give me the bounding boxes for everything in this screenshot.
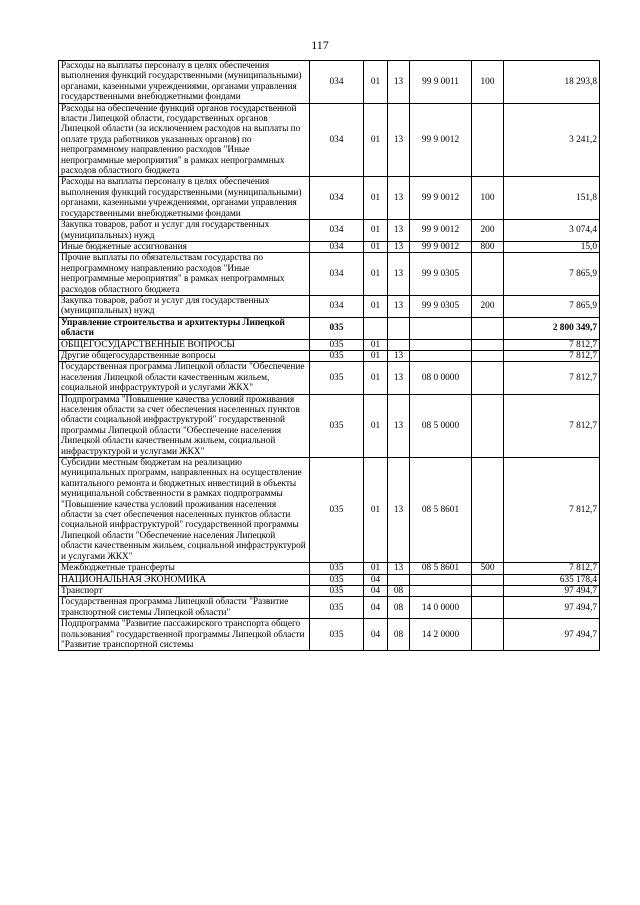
row-name: Расходы на выплаты персоналу в целях обеспечения выполнения функций государственными (муниципальными) органами, казенными учреждениями, органами управления государственными внебюджетными фондами — [59, 177, 310, 220]
row-expense-type — [472, 103, 504, 177]
row-ministry-code: 035 — [310, 317, 364, 339]
row-section: 04 — [364, 619, 388, 651]
row-target-article: 99 9 0305 — [410, 253, 472, 296]
row-sum: 97 494,7 — [504, 619, 600, 651]
row-name: Субсидии местным бюджетам на реализацию муниципальных программ, направленных на осуществление капитального ремонта и бюджетных инвестиций в объекты муниципальной собственности в рамках подпрограммы "Повышение качества условий проживания населения области за счет обеспечения населенных пунктов области социальной инфраструктурой" государственной программы Липецкой области "Обеспечение населения Липецкой области качественным жильем, социальной инфраструктурой и услугами ЖКХ" — [59, 458, 310, 563]
row-subsection: 13 — [388, 103, 410, 177]
table-row — [59, 362, 600, 394]
row-section: 01 — [364, 394, 388, 457]
row-name: Транспорт — [59, 585, 310, 596]
row-sum: 7 812,7 — [504, 458, 600, 563]
row-subsection: 13 — [388, 220, 410, 242]
row-sum: 151,8 — [504, 177, 600, 220]
row-sum: 7 812,7 — [504, 394, 600, 457]
row-sum: 7 865,9 — [504, 253, 600, 296]
row-expense-type — [472, 362, 504, 394]
row-expense-type — [472, 597, 504, 619]
row-subsection — [388, 574, 410, 585]
row-sum: 2 800 349,7 — [504, 317, 600, 339]
table-row — [59, 61, 600, 104]
table-row — [59, 394, 600, 457]
row-target-article — [410, 317, 472, 339]
row-ministry-code: 034 — [310, 61, 364, 104]
row-ministry-code: 035 — [310, 339, 364, 350]
row-target-article: 99 9 0012 — [410, 103, 472, 177]
row-name: Межбюджетные трансферты — [59, 563, 310, 574]
table-row — [59, 339, 600, 350]
row-section — [364, 317, 388, 339]
row-expense-type — [472, 574, 504, 585]
row-expense-type — [472, 317, 504, 339]
row-ministry-code: 035 — [310, 563, 364, 574]
page-number: 117 — [311, 38, 329, 52]
table-row — [59, 253, 600, 296]
row-expense-type: 800 — [472, 241, 504, 252]
row-expense-type: 200 — [472, 295, 504, 317]
row-section: 01 — [364, 103, 388, 177]
row-target-article — [410, 339, 472, 350]
row-expense-type — [472, 339, 504, 350]
row-name: Закупка товаров, работ и услуг для государственных (муниципальных) нужд — [59, 295, 310, 317]
budget-table — [58, 60, 600, 651]
table-row — [59, 295, 600, 317]
row-ministry-code: 035 — [310, 574, 364, 585]
row-section: 01 — [364, 253, 388, 296]
row-name: ОБЩЕГОСУДАРСТВЕННЫЕ ВОПРОСЫ — [59, 339, 310, 350]
table-row — [59, 458, 600, 563]
row-subsection: 08 — [388, 597, 410, 619]
row-target-article: 99 9 0305 — [410, 295, 472, 317]
row-sum: 3 074,4 — [504, 220, 600, 242]
row-sum: 7 812,7 — [504, 362, 600, 394]
table-row — [59, 585, 600, 596]
row-section: 01 — [364, 339, 388, 350]
table-row — [59, 597, 600, 619]
row-expense-type — [472, 350, 504, 361]
row-expense-type: 500 — [472, 563, 504, 574]
row-name: Подпрограмма "Развитие пассажирского транспорта общего пользования" государственной программы Липецкой области "Развитие транспортной системы — [59, 619, 310, 651]
row-section: 01 — [364, 241, 388, 252]
row-expense-type: 100 — [472, 61, 504, 104]
row-section: 04 — [364, 585, 388, 596]
row-section: 01 — [364, 220, 388, 242]
row-sum: 3 241,2 — [504, 103, 600, 177]
row-sum: 7 812,7 — [504, 339, 600, 350]
row-sum: 97 494,7 — [504, 585, 600, 596]
row-expense-type: 100 — [472, 177, 504, 220]
row-sum: 7 865,9 — [504, 295, 600, 317]
row-ministry-code: 035 — [310, 362, 364, 394]
row-target-article: 08 5 8601 — [410, 563, 472, 574]
row-expense-type — [472, 458, 504, 563]
table-row — [59, 574, 600, 585]
row-section: 01 — [364, 563, 388, 574]
row-subsection: 13 — [388, 458, 410, 563]
row-subsection: 13 — [388, 295, 410, 317]
row-section: 01 — [364, 458, 388, 563]
row-target-article: 99 9 0012 — [410, 220, 472, 242]
row-target-article: 99 9 0012 — [410, 241, 472, 252]
row-ministry-code: 034 — [310, 103, 364, 177]
row-ministry-code: 035 — [310, 394, 364, 457]
row-name: Закупка товаров, работ и услуг для государственных (муниципальных) нужд — [59, 220, 310, 242]
row-section: 01 — [364, 350, 388, 361]
row-target-article: 08 5 8601 — [410, 458, 472, 563]
table-row — [59, 563, 600, 574]
row-name: Государственная программа Липецкой области "Развитие транспортной системы Липецкой области" — [59, 597, 310, 619]
row-expense-type — [472, 394, 504, 457]
row-target-article — [410, 574, 472, 585]
row-ministry-code: 035 — [310, 597, 364, 619]
row-sum: 7 812,7 — [504, 563, 600, 574]
row-name: Подпрограмма "Повышение качества условий проживания населения области за счет обеспечения населенных пунктов области социальной инфраструктурой" государственной программы Липецкой области "Обеспечение населения Липецкой области качественным жильем, социальной инфраструктурой и услугами ЖКХ" — [59, 394, 310, 457]
table-row — [59, 177, 600, 220]
row-subsection: 08 — [388, 619, 410, 651]
row-section: 04 — [364, 574, 388, 585]
row-ministry-code: 035 — [310, 458, 364, 563]
row-subsection: 13 — [388, 362, 410, 394]
row-section: 04 — [364, 597, 388, 619]
row-section: 01 — [364, 295, 388, 317]
row-name: Другие общегосударственные вопросы — [59, 350, 310, 361]
row-subsection: 13 — [388, 61, 410, 104]
row-subsection — [388, 339, 410, 350]
row-target-article: 99 9 0011 — [410, 61, 472, 104]
table-row — [59, 241, 600, 252]
budget-table-body — [59, 61, 600, 651]
row-ministry-code: 034 — [310, 295, 364, 317]
table-row — [59, 350, 600, 361]
row-ministry-code: 034 — [310, 220, 364, 242]
row-name: Иные бюджетные ассигнования — [59, 241, 310, 252]
row-name: Прочие выплаты по обязательствам государства по непрограммному направлению расходов "Иные непрограммные мероприятия" в рамках непрограммных расходов областного бюджета — [59, 253, 310, 296]
row-name: НАЦИОНАЛЬНАЯ ЭКОНОМИКА — [59, 574, 310, 585]
row-subsection: 13 — [388, 241, 410, 252]
row-subsection — [388, 317, 410, 339]
row-subsection: 13 — [388, 350, 410, 361]
table-row — [59, 317, 600, 339]
table-row — [59, 619, 600, 651]
table-row — [59, 220, 600, 242]
row-ministry-code: 034 — [310, 253, 364, 296]
row-section: 01 — [364, 61, 388, 104]
row-target-article: 08 5 0000 — [410, 394, 472, 457]
row-sum: 15,0 — [504, 241, 600, 252]
row-target-article: 99 9 0012 — [410, 177, 472, 220]
row-ministry-code: 034 — [310, 177, 364, 220]
row-expense-type — [472, 253, 504, 296]
row-name: Государственная программа Липецкой области "Обеспечение населения Липецкой области качественным жильем, социальной инфраструктурой и услугами ЖКХ" — [59, 362, 310, 394]
row-expense-type — [472, 619, 504, 651]
row-section: 01 — [364, 177, 388, 220]
row-ministry-code: 035 — [310, 585, 364, 596]
row-subsection: 08 — [388, 585, 410, 596]
row-sum: 18 293,8 — [504, 61, 600, 104]
row-sum: 7 812,7 — [504, 350, 600, 361]
table-row — [59, 103, 600, 177]
row-name: Расходы на обеспечение функций органов государственной власти Липецкой области, государственных органов Липецкой области (за исключением расходов на выплаты по оплате труда работников указанных органов) по непрограммному направлению расходов "Иные непрограммные мероприятия" в рамках непрограммных расходов областного бюджета — [59, 103, 310, 177]
row-target-article — [410, 585, 472, 596]
row-ministry-code: 034 — [310, 241, 364, 252]
row-sum: 97 494,7 — [504, 597, 600, 619]
row-target-article: 14 2 0000 — [410, 619, 472, 651]
row-target-article: 14 0 0000 — [410, 597, 472, 619]
row-expense-type — [472, 585, 504, 596]
row-subsection: 13 — [388, 394, 410, 457]
row-target-article — [410, 350, 472, 361]
row-target-article: 08 0 0000 — [410, 362, 472, 394]
row-subsection: 13 — [388, 563, 410, 574]
row-section: 01 — [364, 362, 388, 394]
row-expense-type: 200 — [472, 220, 504, 242]
row-subsection: 13 — [388, 177, 410, 220]
row-subsection: 13 — [388, 253, 410, 296]
row-ministry-code: 035 — [310, 350, 364, 361]
row-name: Управление строительства и архитектуры Липецкой области — [59, 317, 310, 339]
row-name: Расходы на выплаты персоналу в целях обеспечения выполнения функций государственными (муниципальными) органами, казенными учреждениями, органами управления государственными внебюджетными фондами — [59, 61, 310, 104]
row-sum: 635 178,4 — [504, 574, 600, 585]
row-ministry-code: 035 — [310, 619, 364, 651]
